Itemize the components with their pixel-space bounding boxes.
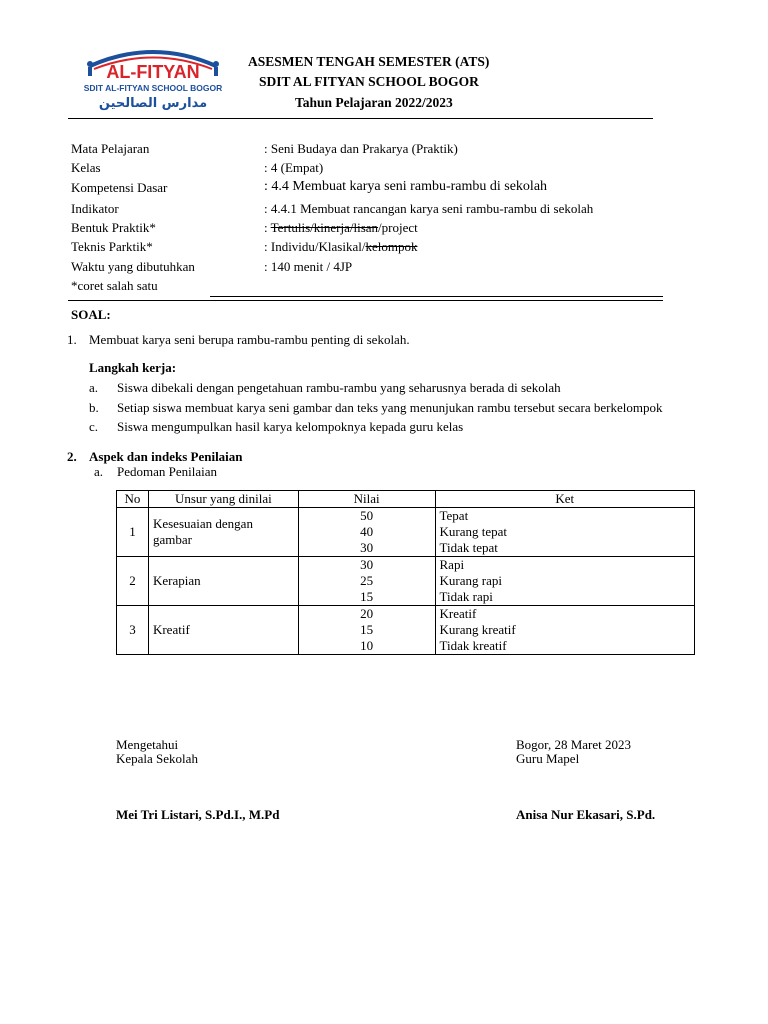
sign-right-line2: Guru Mapel <box>516 751 580 766</box>
ket-value: Kurang tepat <box>439 524 508 539</box>
nilai-value: 30 <box>360 557 374 572</box>
ket-value: Kurang kreatif <box>439 622 516 637</box>
soal-heading: SOAL: <box>71 307 111 322</box>
scoring-table <box>116 490 695 655</box>
header-ket: Ket <box>435 491 695 508</box>
header-no: No <box>117 491 149 508</box>
kelas-value: : 4 (Empat) <box>264 160 324 175</box>
bentuk-value <box>264 220 418 236</box>
step-b-text: Setiap siswa membuat karya seni gambar dan teks yang menunjukan rambu tersebut secara berkelompok <box>117 400 663 415</box>
header-nilai: Nilai <box>298 491 435 508</box>
q2-text: Aspek dan indeks Penilaian <box>89 449 243 464</box>
table-row <box>117 508 695 557</box>
kd-label: Kompetensi Dasar <box>71 180 168 195</box>
row-unsur: Kreatif <box>148 606 298 655</box>
q2a-letter: a. <box>94 464 104 479</box>
indikator-label: Indikator <box>71 201 119 216</box>
row-nilai <box>298 606 435 655</box>
ket-value: Kreatif <box>439 606 477 621</box>
ket-value: Tidak tepat <box>439 540 498 555</box>
q1-number: 1. <box>67 332 77 347</box>
bentuk-rest: /project <box>378 220 418 235</box>
step-c-text: Siswa mengumpulkan hasil karya kelompoknya kepada guru kelas <box>117 419 464 434</box>
q2a-text: Pedoman Penilaian <box>117 464 218 479</box>
q1-text: Membuat karya seni berupa rambu-rambu penting di sekolah. <box>89 332 410 347</box>
kd-value: : 4.4 Membuat karya seni rambu-rambu di sekolah <box>264 179 548 194</box>
sign-right-line1: Bogor, 28 Maret 2023 <box>516 737 632 752</box>
kelas-label: Kelas <box>71 160 101 175</box>
mapel-label: Mata Pelajaran <box>71 141 150 156</box>
logo-brand: AL-FITYAN <box>106 62 200 82</box>
nilai-value: 15 <box>360 589 374 604</box>
sign-left-line1: Mengetahui <box>116 737 179 752</box>
school-logo <box>78 44 228 112</box>
table-header-row <box>117 491 695 508</box>
step-b-letter: b. <box>89 400 99 415</box>
nilai-value: 25 <box>360 573 374 588</box>
row-ket <box>435 508 695 557</box>
waktu-value: : 140 menit / 4JP <box>264 259 353 274</box>
q2-number: 2. <box>67 449 77 464</box>
logo-arabic: مدارس الصالحين <box>98 96 208 111</box>
header-title: ASESMEN TENGAH SEMESTER (ATS) <box>248 54 490 69</box>
nilai-value: 40 <box>360 524 374 539</box>
bentuk-struck: Tertulis/kinerja/lisan <box>270 220 379 235</box>
ket-value: Rapi <box>439 557 465 572</box>
logo-school-name: SDIT AL-FITYAN SCHOOL BOGOR <box>83 83 223 93</box>
row-unsur: Kerapian <box>148 557 298 606</box>
row-no: 2 <box>117 557 149 606</box>
row-ket <box>435 557 695 606</box>
langkah-heading: Langkah kerja: <box>89 360 177 375</box>
step-a-text: Siswa dibekali dengan pengetahuan rambu-rambu yang seharusnya berada di sekolah <box>117 380 561 395</box>
nilai-value: 15 <box>360 622 374 637</box>
header-rule <box>68 118 653 119</box>
sign-right-name: Anisa Nur Ekasari, S.Pd. <box>516 807 656 822</box>
nilai-value: 10 <box>360 638 374 653</box>
info-rule-bottom <box>68 300 663 301</box>
row-unsur: Kesesuaian dengan gambar <box>148 508 298 557</box>
sign-left-line2: Kepala Sekolah <box>116 751 198 766</box>
teknis-struck: kelompok <box>365 239 418 254</box>
logo-graphic <box>78 44 228 112</box>
row-no: 3 <box>117 606 149 655</box>
ket-value: Tepat <box>439 508 469 523</box>
header-unsur: Unsur yang dinilai <box>148 491 298 508</box>
header-school: SDIT AL FITYAN SCHOOL BOGOR <box>259 74 479 89</box>
info-rule-top <box>210 296 663 297</box>
nilai-value: 20 <box>360 606 374 621</box>
ket-value: Kurang rapi <box>439 573 502 588</box>
step-c-letter: c. <box>89 419 99 434</box>
nilai-value: 50 <box>360 508 374 523</box>
nilai-value: 30 <box>360 540 374 555</box>
row-nilai <box>298 557 435 606</box>
waktu-label: Waktu yang dibutuhkan <box>71 259 195 274</box>
sign-left-name: Mei Tri Listari, S.Pd.I., M.Pd <box>116 807 280 822</box>
table-row <box>117 606 695 655</box>
row-no: 1 <box>117 508 149 557</box>
teknis-value <box>264 239 417 255</box>
header-year: Tahun Pelajaran 2022/2023 <box>295 95 453 110</box>
row-ket <box>435 606 695 655</box>
mapel-value: : Seni Budaya dan Prakarya (Praktik) <box>264 141 458 156</box>
ket-value: Tidak kreatif <box>439 638 507 653</box>
teknis-label: Teknis Parktik* <box>71 239 153 254</box>
table-row <box>117 557 695 606</box>
step-a-letter: a. <box>89 380 99 395</box>
bentuk-label: Bentuk Praktik* <box>71 220 156 235</box>
bentuk-colon: : <box>264 220 271 235</box>
teknis-plain: : Individu/Klasikal/ <box>264 239 366 254</box>
row-nilai <box>298 508 435 557</box>
note-text: *coret salah satu <box>71 278 158 293</box>
indikator-value: : 4.4.1 Membuat rancangan karya seni rambu-rambu di sekolah <box>264 201 594 216</box>
ket-value: Tidak rapi <box>439 589 493 604</box>
